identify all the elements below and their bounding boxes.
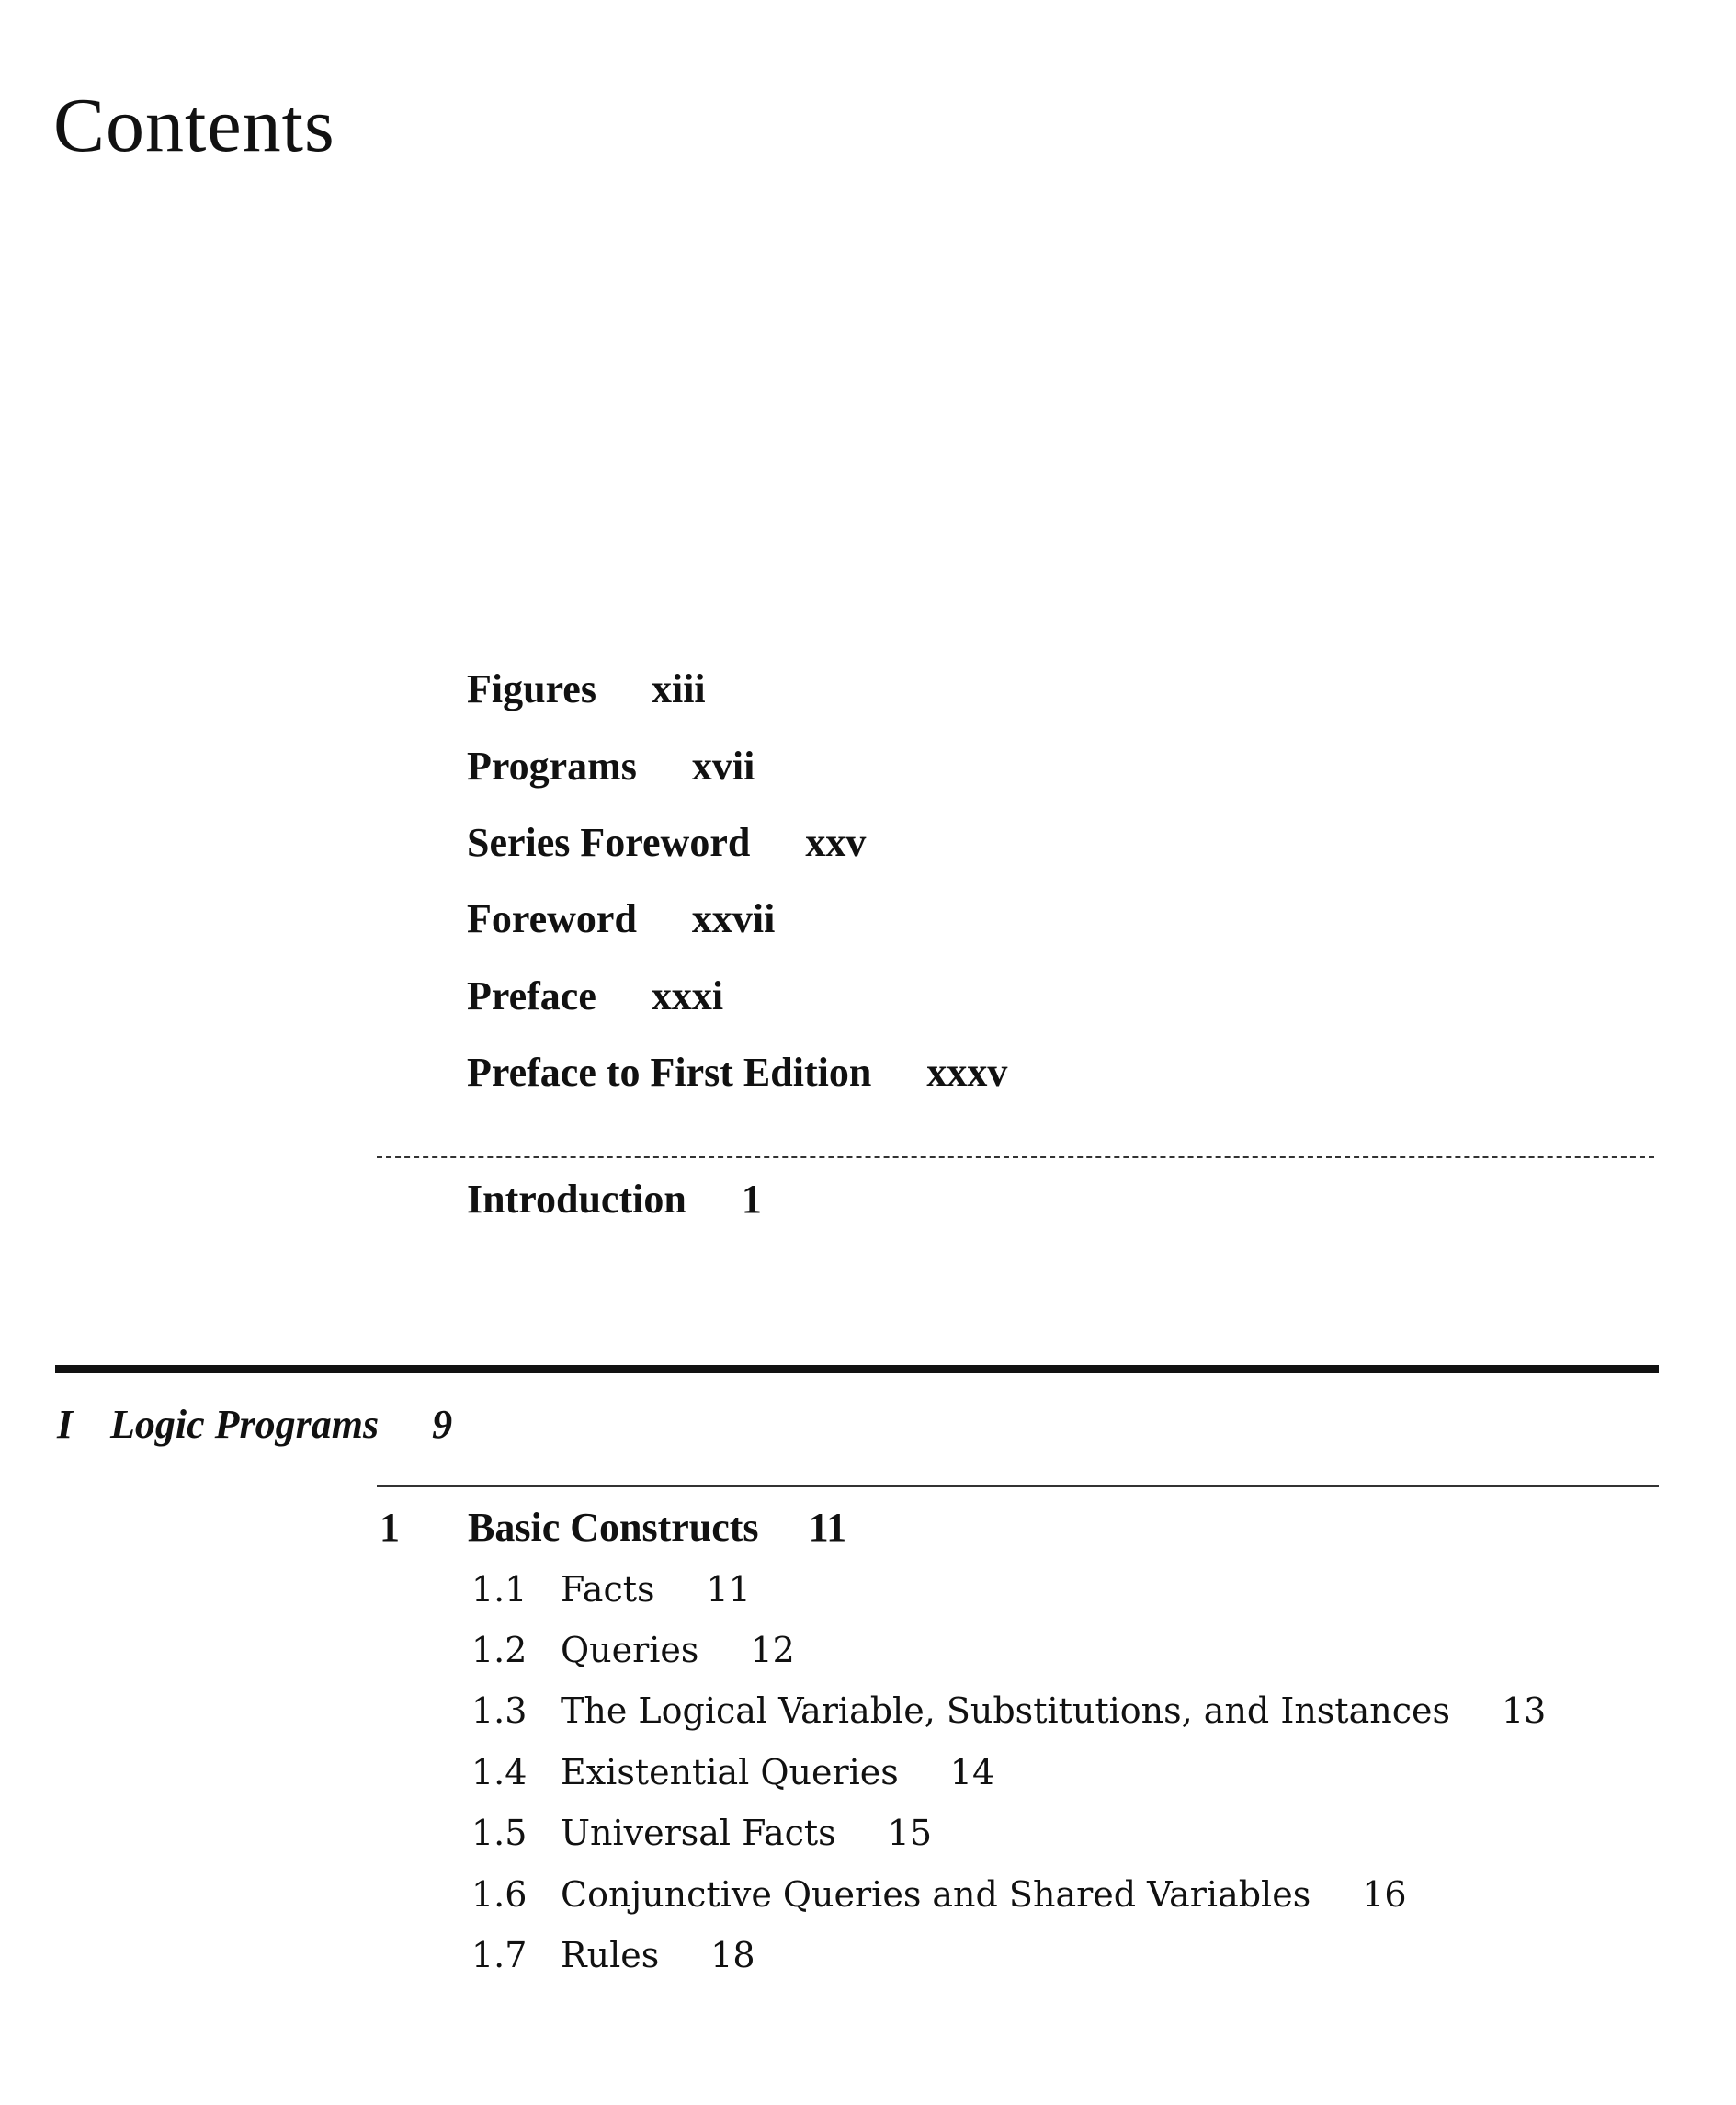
- section-page: 13: [1501, 1690, 1547, 1731]
- section-label: Universal Facts: [561, 1813, 836, 1853]
- chapter-number: 1: [380, 1505, 400, 1550]
- section-page: 11: [706, 1569, 751, 1610]
- toc-entry-series-foreword[interactable]: [467, 820, 867, 865]
- toc-entry-foreword[interactable]: [467, 896, 776, 941]
- section-number: 1.7: [471, 1935, 528, 1975]
- part-number: I: [57, 1402, 74, 1447]
- section-number: 1.1: [471, 1569, 528, 1610]
- toc-entry-page: xxxv: [926, 1050, 1008, 1095]
- section-label: Conjunctive Queries and Shared Variables: [561, 1874, 1311, 1915]
- toc-entry-page: xiii: [651, 666, 706, 711]
- chapter-page: 11: [808, 1505, 847, 1550]
- section-number: 1.2: [471, 1630, 528, 1670]
- toc-entry-label: Programs: [467, 744, 637, 789]
- part-page: 9: [432, 1402, 453, 1447]
- dashed-divider: [377, 1156, 1654, 1158]
- toc-entry-label: Introduction: [467, 1177, 686, 1222]
- chapter-label: Basic Constructs: [468, 1505, 759, 1550]
- toc-entry-page: xxvii: [691, 896, 776, 941]
- section-number: 1.5: [471, 1813, 528, 1853]
- toc-section[interactable]: [471, 1813, 933, 1853]
- section-number: 1.3: [471, 1690, 528, 1731]
- toc-entry-programs[interactable]: [467, 746, 755, 787]
- toc-entry-preface[interactable]: [467, 973, 724, 1018]
- part-heading[interactable]: [57, 1402, 453, 1447]
- toc-section[interactable]: [471, 1935, 755, 1975]
- toc-entry-page: xxv: [805, 820, 867, 865]
- chapter-divider: [377, 1485, 1659, 1487]
- section-label: The Logical Variable, Substitutions, and Instances: [561, 1690, 1450, 1731]
- toc-entry-introduction[interactable]: [467, 1179, 762, 1220]
- toc-section[interactable]: [471, 1630, 795, 1670]
- toc-entry-label: Series Foreword: [467, 820, 751, 865]
- toc-section[interactable]: [471, 1874, 1407, 1915]
- toc-section[interactable]: [471, 1690, 1547, 1731]
- section-label: Facts: [561, 1569, 655, 1610]
- toc-entry-label: Figures: [467, 666, 596, 711]
- section-label: Existential Queries: [561, 1752, 899, 1792]
- toc-entry-label: Preface to First Edition: [467, 1050, 872, 1095]
- toc-entry-page: xxxi: [651, 973, 724, 1018]
- part-label: Logic Programs: [110, 1402, 380, 1447]
- section-page: 18: [710, 1935, 755, 1975]
- page-title: Contents: [53, 83, 335, 168]
- section-number: 1.4: [471, 1752, 528, 1792]
- section-page: 14: [949, 1752, 995, 1792]
- section-page: 15: [887, 1813, 933, 1853]
- toc-section[interactable]: [471, 1752, 995, 1792]
- toc-entry-preface-first-edition[interactable]: [467, 1052, 1007, 1093]
- toc-entry-page: xvii: [691, 744, 755, 789]
- chapter-heading[interactable]: [380, 1505, 847, 1550]
- toc-entry-label: Preface: [467, 973, 596, 1018]
- toc-entry-figures[interactable]: [467, 666, 706, 711]
- toc-entry-label: Foreword: [467, 896, 637, 941]
- part-divider: [55, 1365, 1659, 1373]
- section-label: Queries: [561, 1630, 699, 1670]
- toc-entry-page: 1: [741, 1177, 762, 1222]
- section-page: 16: [1362, 1874, 1407, 1915]
- toc-section[interactable]: [471, 1569, 751, 1610]
- section-number: 1.6: [471, 1874, 528, 1915]
- section-page: 12: [750, 1630, 795, 1670]
- section-label: Rules: [561, 1935, 660, 1975]
